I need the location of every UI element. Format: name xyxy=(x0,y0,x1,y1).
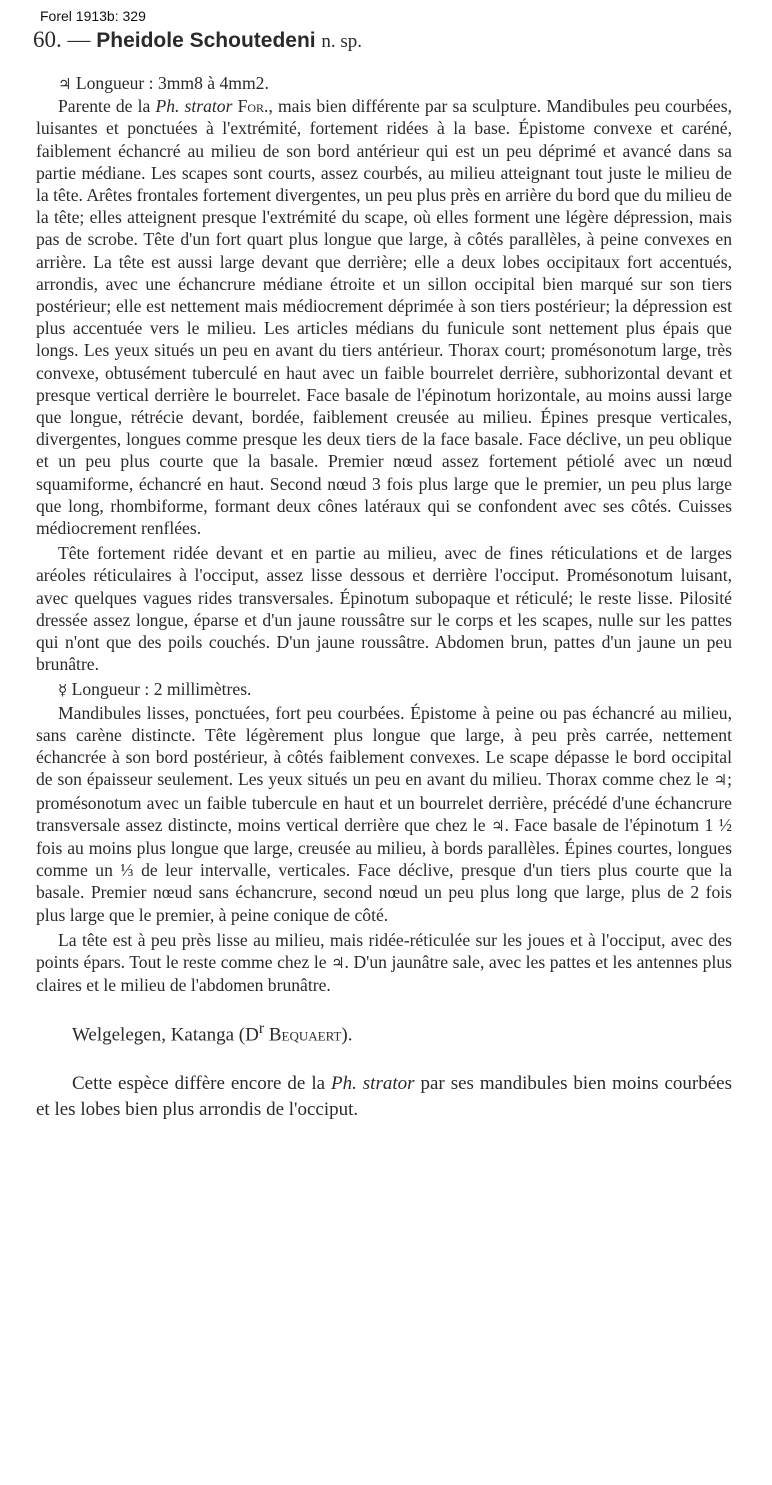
species-name: Pheidole Schoutedeni xyxy=(96,29,316,52)
locality-place: Welgelegen, Katanga (D xyxy=(72,1024,259,1046)
soldier-paragraph-2: Tête fortement ridée devant et en partie au milieu, avec de fines réticulations et de larges aréoles réticulaires à l'occiput, assez lisse dessous et derrière l'occiput. Promésonotum luisant, avec quelques vagues rides transversales. Épinotum subopaque et réticulé; le reste lisse. Pilosité dressée assez longue, éparse et d'un jaune roussâtre sur le corps et les scapes, nulle sur les pattes qui n'ont que des poils couchés. D'un jaune roussâtre. Abdomen brun, pattes d'un jaune un peu brunâtre. xyxy=(36,543,732,675)
worker-p2-b: . D'un jaunâtre sale, avec les pattes et les antennes plus claires et le milieu de l'abdomen brunâtre. xyxy=(36,951,732,996)
description-body xyxy=(36,72,732,1123)
locality-close: ). xyxy=(341,1024,353,1046)
soldier-symbol: ♃ xyxy=(58,75,72,93)
soldier-paragraph-1 xyxy=(36,95,732,539)
worker-p1-b: ; promésonotum avec un faible tubercule en haut et un bourrelet derrière, précédé d'une échancrure transversale assez distincte, moins vertical derrière que chez le xyxy=(36,769,732,835)
soldier-symbol-inline: ♃ xyxy=(713,771,728,790)
worker-paragraph-1 xyxy=(36,702,732,926)
worker-p1-c: . Face basale de l'épinotum 1 ½ fois au moins plus longue que large, creusée au milieu, à bords parallèles. Épines courtes, longues comme un ⅓ de leur intervalle, verticales. Face déclive, presque d'un tiers plus courte que la basale. Premier nœud sans échancrure, second nœud un peu plus long que large, plus de 2 fois plus large que le premier, à peine conique de côté. xyxy=(36,814,732,925)
soldier-length xyxy=(36,72,732,95)
soldier-symbol-inline: ♃ xyxy=(491,816,505,835)
collector-name: Bequaert xyxy=(268,1024,342,1046)
worker-paragraph-2 xyxy=(36,929,732,997)
soldier-p1-lead: Parente de la xyxy=(58,96,156,117)
final-remark xyxy=(36,1071,732,1123)
worker-p1-a: Mandibules lisses, ponctuées, fort peu courbées. Épistome à peine ou pas échancré au milieu, sans carène distincte. Tête légèrement plus longue que large, à peu près carrée, nettement échancrée à son bord postérieur, à côtés faiblement convexes. Le scape dépasse le bord occipital de son épaisseur seulement. Les yeux situés un peu en avant du milieu. Thorax comme chez le xyxy=(36,702,732,790)
new-species-label: n. sp. xyxy=(321,31,363,52)
soldier-symbol-inline: ♃ xyxy=(331,953,345,972)
species-heading xyxy=(33,26,362,56)
worker-p2-a: La tête est à peu près lisse au milieu, mais ridée-réticulée sur les joues et à l'occiput, avec des points épars. Tout le reste comme chez le xyxy=(36,929,732,972)
species-comparison-italic: Ph. strator xyxy=(330,1072,415,1094)
locality-line xyxy=(36,1016,732,1048)
worker-length-text: Longueur : 2 millimètres. xyxy=(71,679,252,700)
final-remark-text: par ses mandibules bien moins courbées et les lobes bien plus arrondis de l'occiput. xyxy=(36,1072,732,1120)
soldier-length-text: Longueur : 3mm8 à 4mm2. xyxy=(75,73,269,93)
species-comparison-italic: Ph. strator xyxy=(155,96,233,117)
worker-length xyxy=(36,678,732,701)
species-number: 60. — xyxy=(33,27,91,52)
citation-reference: Forel 1913b: 329 xyxy=(40,8,146,24)
doctor-superscript: r xyxy=(258,1020,265,1038)
worker-symbol: ☿ xyxy=(58,681,68,700)
soldier-p1-text: , mais bien différente par sa sculpture. Mandibules peu courbées, luisantes et ponctuées à l'extrémité, fortement ridées à la base. Épistome convexe et caréné, faiblement échancré au milieu de son bord antérieur qui est un peu déprimé et avancé dans sa partie médiane. Les scapes sont courts, assez courbés, au milieu atteignant tout juste le milieu de la tête. Arêtes frontales fortement divergentes, un peu plus près en arrière du bord que du milieu de la tête; elles atteignent presque l'extrémité du scape, où elles forment une légère dépression, mais pas de scrobe. Tête d'un fort quart plus longue que large, à côtés parallèles, à peine convexes en arrière. La tête est aussi large devant que derrière; elle a deux lobes occipitaux fort accentués, arrondis, avec une échancrure médiane étroite et un sillon occipital bien marqué sur son tiers postérieur; elle est nettement mais médiocrement déprimée à son tiers postérieur; la dépression est plus accentuée vers le milieu. Les articles médians du funicule sont nettement plus épais que longs. Les yeux situés un peu en avant du tiers antérieur. Thorax court; promésonotum large, très convexe, obtusément tuberculé en haut avec un faible bourrelet derrière, subhorizontal devant et presque vertical derrière le bourrelet. Face basale de l'épinotum horizontale, au moins aussi large que longue, rétrécie devant, bordée, faiblement creusée au milieu. Épines presque verticales, divergentes, longues comme presque les deux tiers de la face basale. Face déclive, un peu oblique et un peu plus courte que la basale. Premier nœud assez fortement pétiolé avec un nœud squamiforme, échancré en haut. Second nœud 3 fois plus large que le premier, un peu plus large que long, rhombiforme, formant deux cônes latéraux qui se confondent avec ses côtés. Cuisses médiocrement renflées. xyxy=(36,96,732,539)
final-remark-lead: Cette espèce diffère encore de la xyxy=(72,1072,331,1094)
author-abbrev: For. xyxy=(237,96,269,117)
